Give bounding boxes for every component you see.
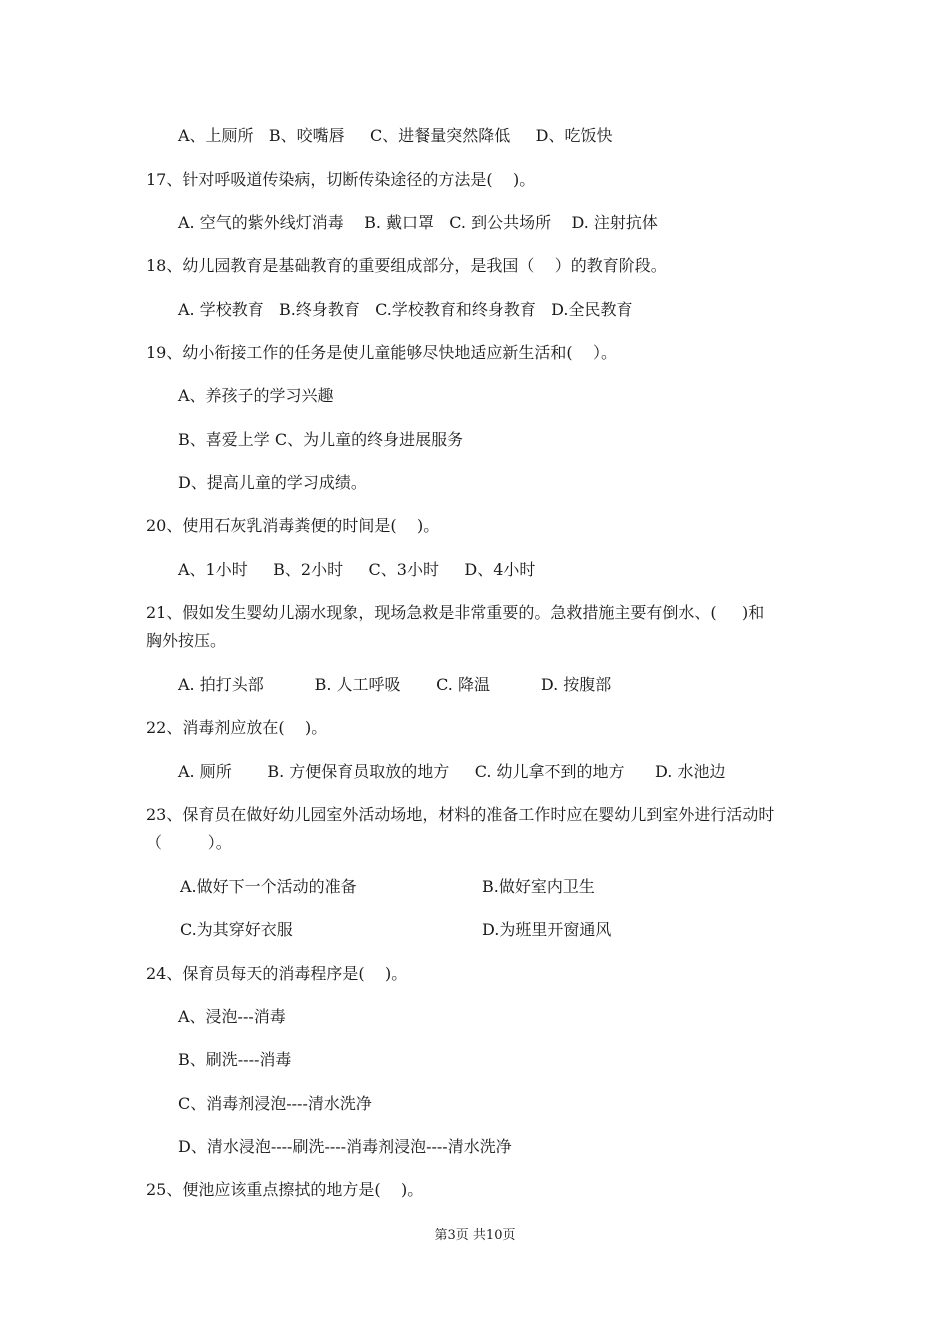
q18-options: A. 学校教育 B.终身教育 C.学校教育和终身教育 D.全民教育 bbox=[178, 300, 633, 319]
q21-options: A. 拍打头部 B. 人工呼吸 C. 降温 D. 按腹部 bbox=[178, 675, 612, 694]
question-25: 25、便池应该重点擦拭的地方是( )。 bbox=[146, 1180, 424, 1199]
q16-options: A、上厕所 B、咬嘴唇 C、进餐量突然降低 D、吃饭快 bbox=[178, 126, 613, 145]
question-19: 19、幼小衔接工作的任务是使儿童能够尽快地适应新生活和( ）。 bbox=[146, 343, 617, 362]
q23-option-c: C.为其穿好衣服 bbox=[180, 920, 293, 939]
q23-option-d: D.为班里开窗通风 bbox=[482, 920, 612, 939]
q20-options: A、1小时 B、2小时 C、3小时 D、4小时 bbox=[178, 560, 536, 579]
question-24: 24、保育员每天的消毒程序是( )。 bbox=[146, 964, 408, 983]
question-20: 20、使用石灰乳消毒粪便的时间是( )。 bbox=[146, 516, 440, 535]
q23-option-b: B.做好室内卫生 bbox=[482, 877, 595, 896]
q24-option-c: C、消毒剂浸泡----清水洗净 bbox=[178, 1094, 372, 1113]
q24-option-a: A、浸泡---消毒 bbox=[178, 1007, 286, 1026]
q22-options: A. 厕所 B. 方便保育员取放的地方 C. 幼儿拿不到的地方 D. 水池边 bbox=[178, 762, 726, 781]
q17-options: A. 空气的紫外线灯消毒 B. 戴口罩 C. 到公共场所 D. 注射抗体 bbox=[178, 213, 658, 232]
q19-option-d: D、提高儿童的学习成绩。 bbox=[178, 473, 367, 492]
q19-option-a: A、养孩子的学习兴趣 bbox=[178, 386, 334, 405]
q24-option-b: B、刷洗----消毒 bbox=[178, 1050, 292, 1069]
question-22: 22、消毒剂应放在( )。 bbox=[146, 718, 328, 737]
page-number: 第3页 共10页 bbox=[434, 1228, 516, 1243]
question-17: 17、针对呼吸道传染病，切断传染途径的方法是( )。 bbox=[146, 170, 536, 189]
question-21: 21、假如发生婴幼儿溺水现象，现场急救是非常重要的。急救措施主要有倒水、( )和 bbox=[146, 603, 765, 622]
question-23: 23、保育员在做好幼儿园室外活动场地，材料的准备工作时应在婴幼儿到室外进行活动时 bbox=[146, 805, 775, 824]
question-21-cont: 胸外按压。 bbox=[146, 631, 227, 650]
question-23-cont: （ ）。 bbox=[146, 833, 232, 852]
q24-option-d: D、清水浸泡----刷洗----消毒剂浸泡----清水洗净 bbox=[178, 1137, 512, 1156]
q23-option-a: A.做好下一个活动的准备 bbox=[180, 877, 357, 896]
question-18: 18、幼儿园教育是基础教育的重要组成部分，是我国（ ）的教育阶段。 bbox=[146, 256, 667, 275]
q19-option-bc: B、喜爱上学 C、为儿童的终身进展服务 bbox=[178, 430, 464, 449]
